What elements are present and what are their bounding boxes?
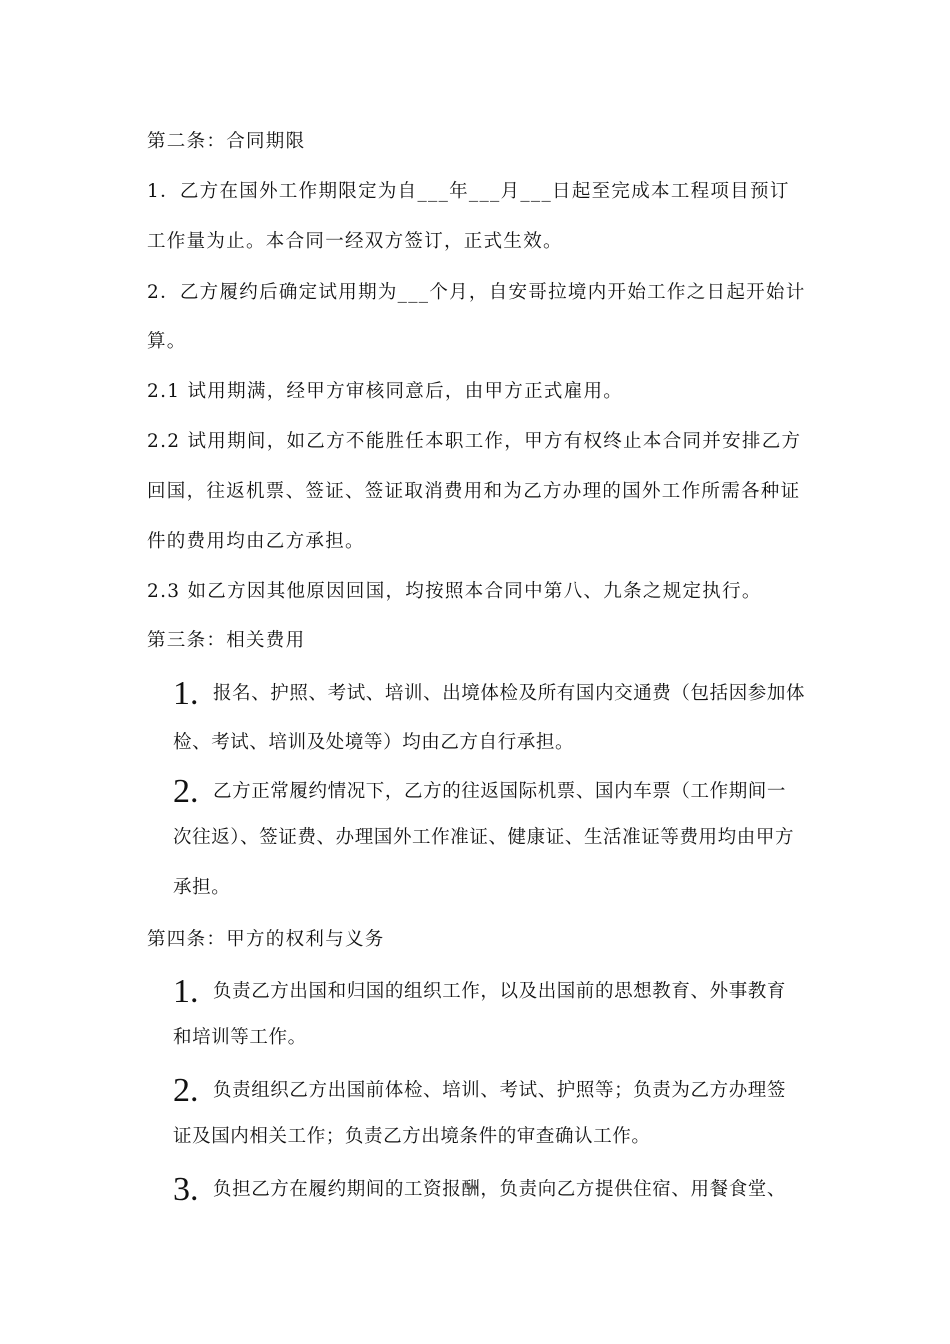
item-line-1: 乙方正常履约情况下，乙方的往返国际机票、国内车票（工作期间一 xyxy=(213,781,787,802)
item-number: 3. xyxy=(173,1171,199,1208)
article-2-clause-1-line-1: 1．乙方在国外工作期限定为自___年___月___日起至完成本工程项目预订 xyxy=(147,181,790,202)
item-number: 2. xyxy=(173,1072,199,1109)
article-2-clause-2-3: 2.3 如乙方因其他原因回国，均按照本合同中第八、九条之规定执行。 xyxy=(147,581,762,602)
article-2-clause-2-2-line-2: 回国，往返机票、签证、签证取消费用和为乙方办理的国外工作所需各种证 xyxy=(147,481,801,502)
article-2-clause-2-line-2: 算。 xyxy=(147,331,187,352)
item-line-3: 承担。 xyxy=(173,877,231,898)
item-line-1: 负责组织乙方出国前体检、培训、考试、护照等；负责为乙方办理签 xyxy=(213,1080,787,1101)
article-4-title: 第四条：甲方的权利与义务 xyxy=(147,929,385,950)
item-number: 2. xyxy=(173,773,199,810)
article-2-clause-2-2-line-1: 2.2 试用期间，如乙方不能胜任本职工作，甲方有权终止本合同并安排乙方 xyxy=(147,431,802,452)
article-2-title: 第二条：合同期限 xyxy=(147,131,306,152)
item-line-2: 和培训等工作。 xyxy=(173,1027,307,1048)
item-line-2: 检、考试、培训及处境等）均由乙方自行承担。 xyxy=(173,732,575,753)
item-line-2: 次往返）、签证费、办理国外工作准证、健康证、生活准证等费用均由甲方 xyxy=(173,827,795,848)
item-line-1: 负责乙方出国和归国的组织工作，以及出国前的思想教育、外事教育 xyxy=(213,981,787,1002)
article-2-clause-2-1: 2.1 试用期满，经甲方审核同意后，由甲方正式雇用。 xyxy=(147,381,624,402)
article-2-clause-2-2-line-3: 件的费用均由乙方承担。 xyxy=(147,531,365,552)
item-line-1: 负担乙方在履约期间的工资报酬，负责向乙方提供住宿、用餐食堂、 xyxy=(213,1179,787,1200)
article-2-clause-1-line-2: 工作量为止。本合同一经双方签订，正式生效。 xyxy=(147,231,563,252)
article-2-clause-2-line-1: 2．乙方履约后确定试用期为___个月，自安哥拉境内开始工作之日起开始计 xyxy=(147,282,806,303)
item-line-2: 证及国内相关工作；负责乙方出境条件的审查确认工作。 xyxy=(173,1126,651,1147)
item-number: 1. xyxy=(173,973,199,1010)
item-line-1: 报名、护照、考试、培训、出境体检及所有国内交通费（包括因参加体 xyxy=(213,683,806,704)
article-3-title: 第三条：相关费用 xyxy=(147,630,306,651)
item-number: 1. xyxy=(173,675,199,712)
